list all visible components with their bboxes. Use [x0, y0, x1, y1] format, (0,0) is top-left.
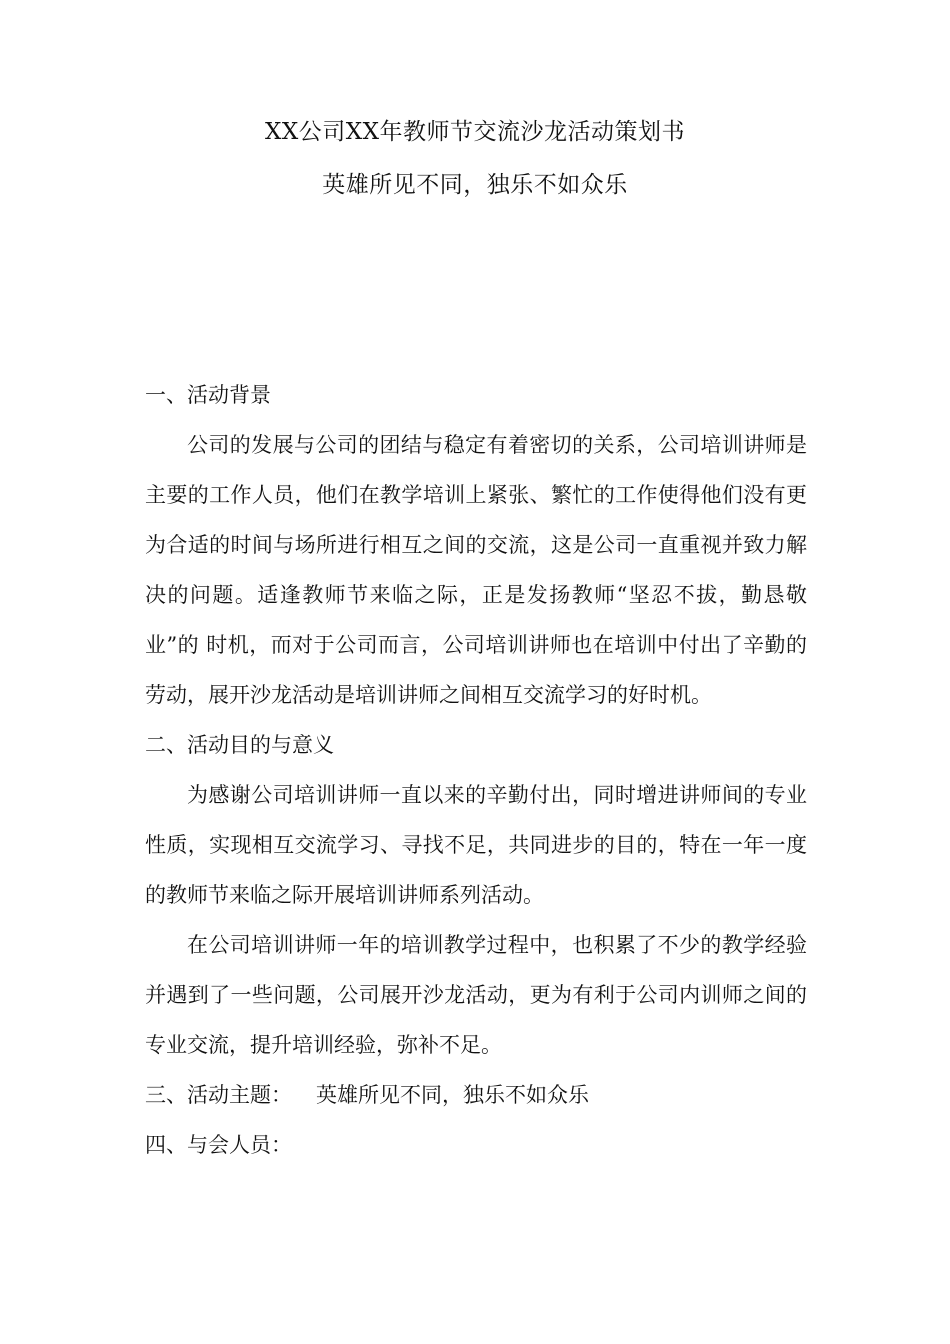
section-heading-theme: 三、活动主题：: [145, 1083, 292, 1107]
purpose-paragraph-1: 为感谢公司培训讲师一直以来的辛勤付出，同时增进讲师间的专业性质，实现相互交流学习、寻找不足，共同进步的目的，特在一年一度的教师节来临之际开展培训讲师系列活动。: [145, 783, 807, 907]
section-heading-background: 一、活动背景: [145, 383, 271, 407]
section-heading-attendees: 四、与会人员：: [145, 1133, 292, 1157]
document-subtitle: 英雄所见不同，独乐不如众乐: [322, 172, 628, 198]
theme-value: 英雄所见不同，独乐不如众乐: [316, 1083, 589, 1107]
document-body: [145, 370, 807, 1170]
section-heading-purpose: 二、活动目的与意义: [145, 733, 334, 757]
purpose-paragraph-2: 在公司培训讲师一年的培训教学过程中，也积累了不少的教学经验并遇到了一些问题，公司展开沙龙活动，更为有利于公司内训师之间的专业交流，提升培训经验，弥补不足。: [145, 933, 807, 1057]
section-theme: [145, 1070, 807, 1120]
document-title: XX公司XX年教师节交流沙龙活动策划书: [265, 119, 685, 145]
background-paragraph: 公司的发展与公司的团结与稳定有着密切的关系，公司培训讲师是主要的工作人员，他们在教学培训上紧张、繁忙的工作使得他们没有更为合适的时间与场所进行相互之间的交流，这是公司一直重视并致力解决的问题。适逢教师节来临之际，正是发扬教师“坚忍不拔，勤恳敬业”的 时机，而对于公司而言，公司培训讲师也在培训中付出了辛勤的劳动，展开沙龙活动是培训讲师之间相互交流学习的好时机。: [145, 433, 807, 707]
